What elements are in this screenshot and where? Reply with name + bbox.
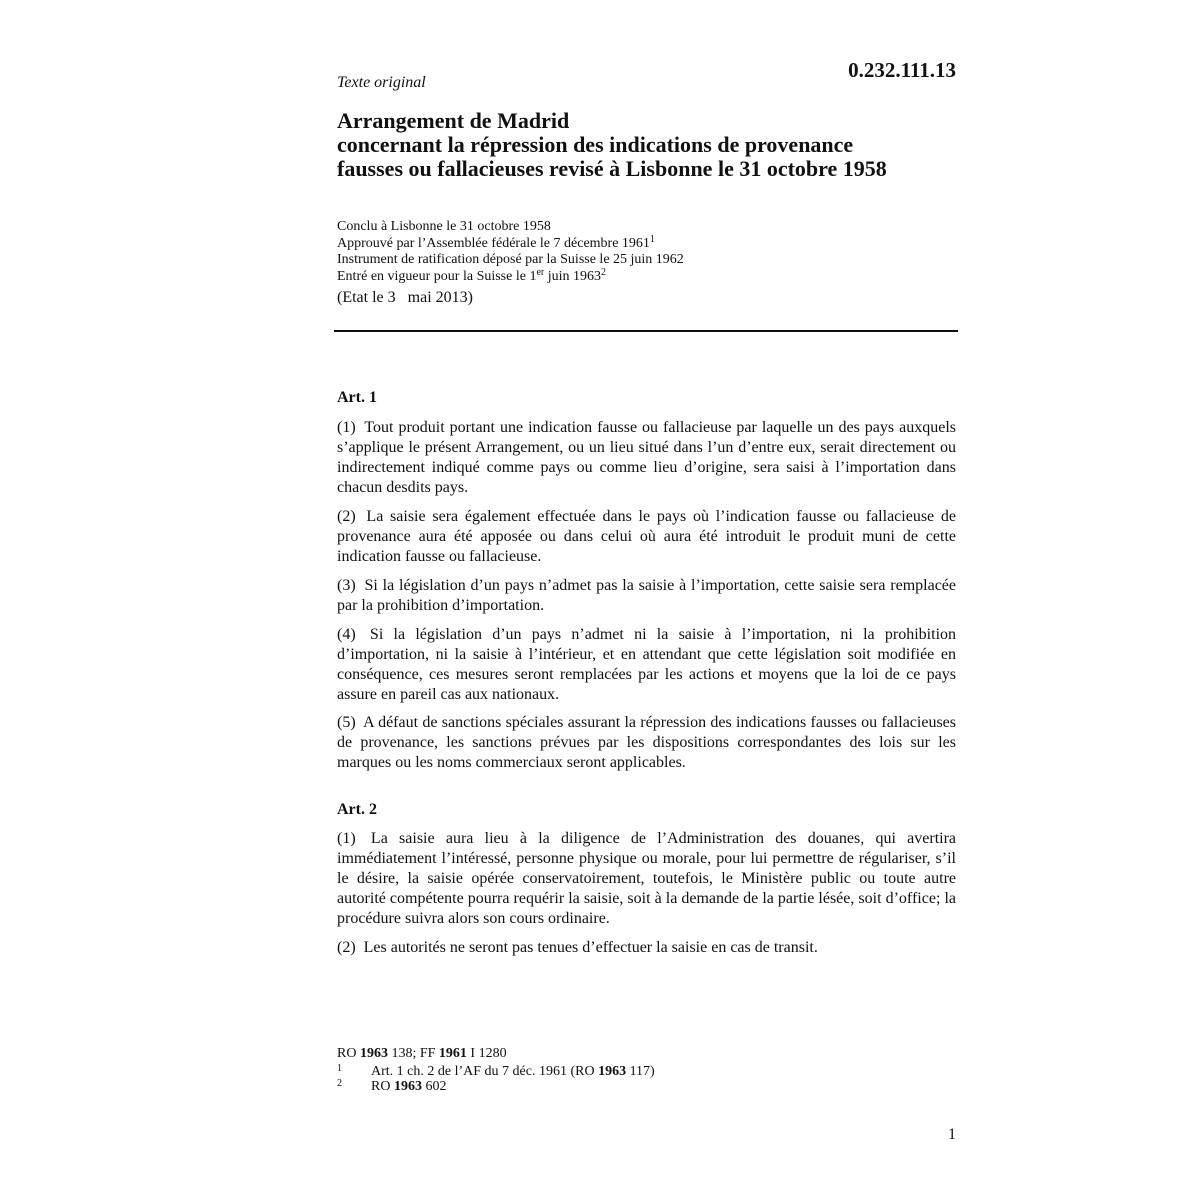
title-line-2: concernant la répression des indications de provenance <box>337 132 854 157</box>
approved-line <box>337 233 957 253</box>
ratification-line: Instrument de ratification déposé par la Suisse le 25 juin 1962 <box>337 252 684 267</box>
in-force-line <box>337 266 957 286</box>
paragraph-number: (2) <box>337 939 356 956</box>
paragraph-text: Tout produit portant une indication fausse ou fallacieuse par laquelle un des pays auxquels s’applique le présent Arrangement, ou un lieu situé dans l’un d’entre eux, serait directement ou indirectement indiqué comme pays ou comme lieu d’origine, sera saisi à l’importation dans chacun desdits pays. <box>337 419 956 496</box>
paragraph-number: (2) <box>337 508 356 525</box>
document-title <box>337 109 977 181</box>
article-2-paragraph-2 <box>337 938 956 958</box>
status-date: (Etat le 3 mai 2013) <box>337 289 473 306</box>
paragraph-number: (1) <box>337 419 356 436</box>
footnote-text: Art. 1 ch. 2 de l’AF du 7 déc. 1961 (RO <box>371 1064 599 1079</box>
article-2-paragraph-1 <box>337 829 956 929</box>
paragraph-number: (3) <box>337 577 356 594</box>
original-text-label: Texte original <box>337 74 426 91</box>
footnote-text: RO <box>371 1079 394 1094</box>
paragraph-text: Si la législation d’un pays n’admet ni la saisie à l’importation, ni la prohibition d’importation, ni la saisie à l’intérieur, et en attendant que cette législation soit modifiée en conséquence, ces mesures seront remplacées par les actions et moyens que la loi de ce pays assure en pareil cas aux nationaux. <box>337 626 957 703</box>
source-text: I 1280 <box>466 1046 507 1061</box>
footnote-text: 117) <box>626 1064 655 1079</box>
paragraph-number: (4) <box>337 626 356 643</box>
article-1-paragraph-4 <box>337 625 956 705</box>
concluded-line: Conclu à Lisbonne le 31 octobre 1958 <box>337 219 551 234</box>
footnotes <box>337 1046 937 1094</box>
document-reference-number: 0.232.111.13 <box>848 58 956 82</box>
article-1-paragraph-3 <box>337 576 956 616</box>
footnote-2: 2 RO 1963 602 <box>337 1078 447 1094</box>
ordinal-suffix: er <box>536 266 545 278</box>
title-line-1: Arrangement de Madrid <box>337 108 570 133</box>
article-1-paragraph-2 <box>337 507 956 567</box>
source-citation <box>337 1046 937 1061</box>
footnote-ref-1[interactable]: 1 <box>649 233 655 245</box>
paragraph-text: La saisie sera également effectuée dans le pays où l’indication fausse ou fallacieuse de provenance aura été apposée ou dans celui où aura été introduit le produit muni de cette indication fausse ou fallacieuse. <box>337 508 957 565</box>
source-text: RO <box>337 1046 360 1061</box>
article-1-paragraph-5 <box>337 713 956 773</box>
header-divider <box>334 330 958 332</box>
page-number: 1 <box>948 1126 956 1143</box>
footnote-ref-2[interactable]: 2 <box>601 266 607 278</box>
paragraph-number: (5) <box>337 714 356 731</box>
source-year: 1963 <box>359 1046 388 1061</box>
article-1-heading: Art. 1 <box>337 389 377 406</box>
footnote-text: 602 <box>421 1079 447 1094</box>
footnote-1: 1 Art. 1 ch. 2 de l’AF du 7 déc. 1961 (RO 1963 117) <box>337 1063 655 1079</box>
paragraph-number: (1) <box>337 830 356 847</box>
in-force-text-a: Entré en vigueur pour la Suisse le 1 <box>337 268 537 284</box>
article-1-paragraph-1 <box>337 418 956 498</box>
paragraph-text: Les autorités ne seront pas tenues d’effectuer la saisie en cas de transit. <box>363 939 818 956</box>
footnote-year: 1963 <box>393 1079 422 1094</box>
paragraph-text: Si la législation d’un pays n’admet pas la saisie à l’importation, cette saisie sera remplacée par la prohibition d’importation. <box>337 577 957 614</box>
in-force-text-b: juin 1963 <box>544 268 602 284</box>
source-year: 1961 <box>438 1046 467 1061</box>
document-metadata <box>337 219 957 307</box>
footnote-year: 1963 <box>598 1064 627 1079</box>
approved-text: Approuvé par l’Assemblée fédérale le 7 décembre 1961 <box>337 235 650 251</box>
title-line-3: fausses ou fallacieuses revisé à Lisbonne le 31 octobre 1958 <box>337 156 887 181</box>
article-2-heading: Art. 2 <box>337 801 377 818</box>
paragraph-text: La saisie aura lieu à la diligence de l’Administration des douanes, qui avertira immédiatement l’intéressé, personne physique ou morale, pour lui permettre de régulariser, s’il le désire, la saisie opérée conservatoirement, toutefois, le Ministère public ou toute autre autorité compétente pourra requérir la saisie, soit à la demande de la partie lésée, soit d’office; la procédure suivra alors son cours ordinaire. <box>337 830 957 927</box>
source-text: 138; FF <box>387 1046 439 1061</box>
paragraph-text: A défaut de sanctions spéciales assurant la répression des indications fausses ou fallacieuses de provenance, les sanctions prévues par les dispositions correspondantes des lois sur les marques ou les noms commerciaux seront applicables. <box>337 714 956 771</box>
